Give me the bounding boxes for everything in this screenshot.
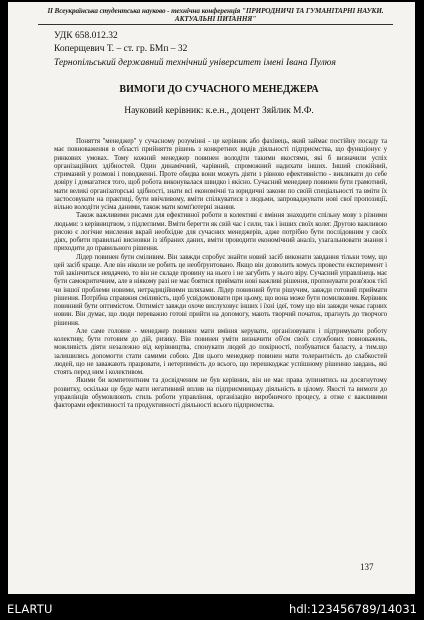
header-rule (38, 24, 393, 25)
document-page (8, 2, 415, 594)
supervisor-line: Науковий керівник: к.е.н., доцент Зяйлик М.Ф. (124, 106, 314, 116)
viewer-footer (0, 594, 424, 620)
paragraph: Якими би компетентним та досвідченим не був керівник, він не має права зупинятись на досягнутому розвитку, оскільки це буде мати негативний вплив на підприємницьку діяльність в цілому. Якості та вимоги до управлінців обумовлюють стиль роботи управління, організацію виробничого процесу, а отже є важливими факторами ефективності та продуктивності діяльності всього підприємства. (54, 377, 387, 409)
conference-header-line-1: II Всеукраїнська студентська науково - технічна конференція "ПРИРОДНИЧІ ТА ГУМАНІТАРНІ НАУКИ. (47, 7, 384, 15)
handle-identifier: hdl:123456789/14031 (289, 602, 417, 616)
paragraph: Але саме головне - менеджер повинен мати вміння керувати, організовувати і підтримувати роботу колективу, бути готовим до дій, ризику. Він повинен уміти визначити об'єм своїх службових повноважень, можливість діяти незалежно від керівництва, спонукати людей до покірності, позбуватися баласту, а тим.що залишились допомогти стати самими собою. Для цього менеджер повинен мати толерантність до слабкостей людей, що не заважають працювати, і нетерпимість до всього, що перешкоджає успішному рішенню завдань, які стоять перед ним і колективом. (54, 327, 387, 376)
article-body (54, 138, 387, 410)
paragraph: Поняття "менеджер" у сучасному розумінні - це керівник або фахівець, який займає постійну посаду та має повноваження в області прийняття рішень з конкретних видів діяльності підприємства, що функціонує у ринкових умовах. Тому кожний менеджер повинен володіти такими якостями, які б визначили успіх організаційних здібностей. Один динамічний, чарівний, спроможний надихати інших. Інший спокійний, стриманий у розмові і поводженні. Проте обидва вони можуть діяти з рівною ефективністю - викликати до себе довіру і домагатися того, щоб робота виконувалася швидко і якісно. Сучасний менеджер повинен бути грамотний, мати великі організаторські здібності, знати всі економічні та юридичні закони по своїй спеціальності та вміти їх застосовувати на практиці, бути ввічливому, вміти спілкуватися з людьми, запроваджувати нові свої пропозиції, вільно володіти усіма даними, також мати комп'ютерні знання. (54, 138, 387, 211)
paragraph: Лідер повинен бути сміливим. Він завжди спробує знайти новий засіб виконати завдання тільки тому, що цей засіб краще. Але він ніколи не робить це необґрунтовано. Якщо він дозволить комусь провести експеримент і той закінчиться невдачею, то він не складе провину на нього і не загубить у нього віру. Сучасний управлінець має бути самокритичним, але в ніякому разі не має боятися приймати нові важливі рішення, пропонувати розв'язок тієї чи іншої проблеми новими, нетрадиційними шляхами. Лідер повинний бути рішучим, завжди готовий приймати рішення. Потрібна справжня сміливість, щоб усвідомлювати при цьому, що вона може бути помилковим. Керівник повинний бути оптимістом. Оптиміст завжди охоче вислуховує інших і їхні ідеї, тому що він завжди чекає гарних новин. Він думає, що люди переважно готові прийти на допомогу, мають творчий початок, прагнуть до творчого рішення. (54, 253, 387, 327)
paragraph: Також важливими рисами для ефективної роботи в колективі є вміння знаходити спільну мову з різними людьми: з керівництвом, з підлеглими. Вміти берегти як свій час і сили, так і інших своїх колег. Другою важливою рисою є логічне мислення вкрай необхідне для сучасних менеджерів, адже потрібно бути послідовним у своїх діях, робити правильні висновки із зібраних даних, вміти проводити економічний аналіз, узагальнювати знання і приходити до правильного рішення. (54, 212, 387, 253)
conference-header (38, 7, 393, 23)
article-title: ВИМОГИ ДО СУЧАСНОГО МЕНЕДЖЕРА (119, 84, 319, 95)
conference-header-line-2: АКТУАЛЬНІ ПИТАННЯ" (174, 15, 257, 23)
udc-code: УДК 658.012.32 (54, 31, 118, 41)
author-line: Коперщевич Т. – ст. гр. БМп – 32 (54, 44, 188, 54)
institution-line: Тернопільський державний технічний університет імені Івана Пулюя (54, 58, 336, 68)
repository-label: ELARTU (7, 602, 53, 616)
page-number: 137 (360, 562, 374, 572)
